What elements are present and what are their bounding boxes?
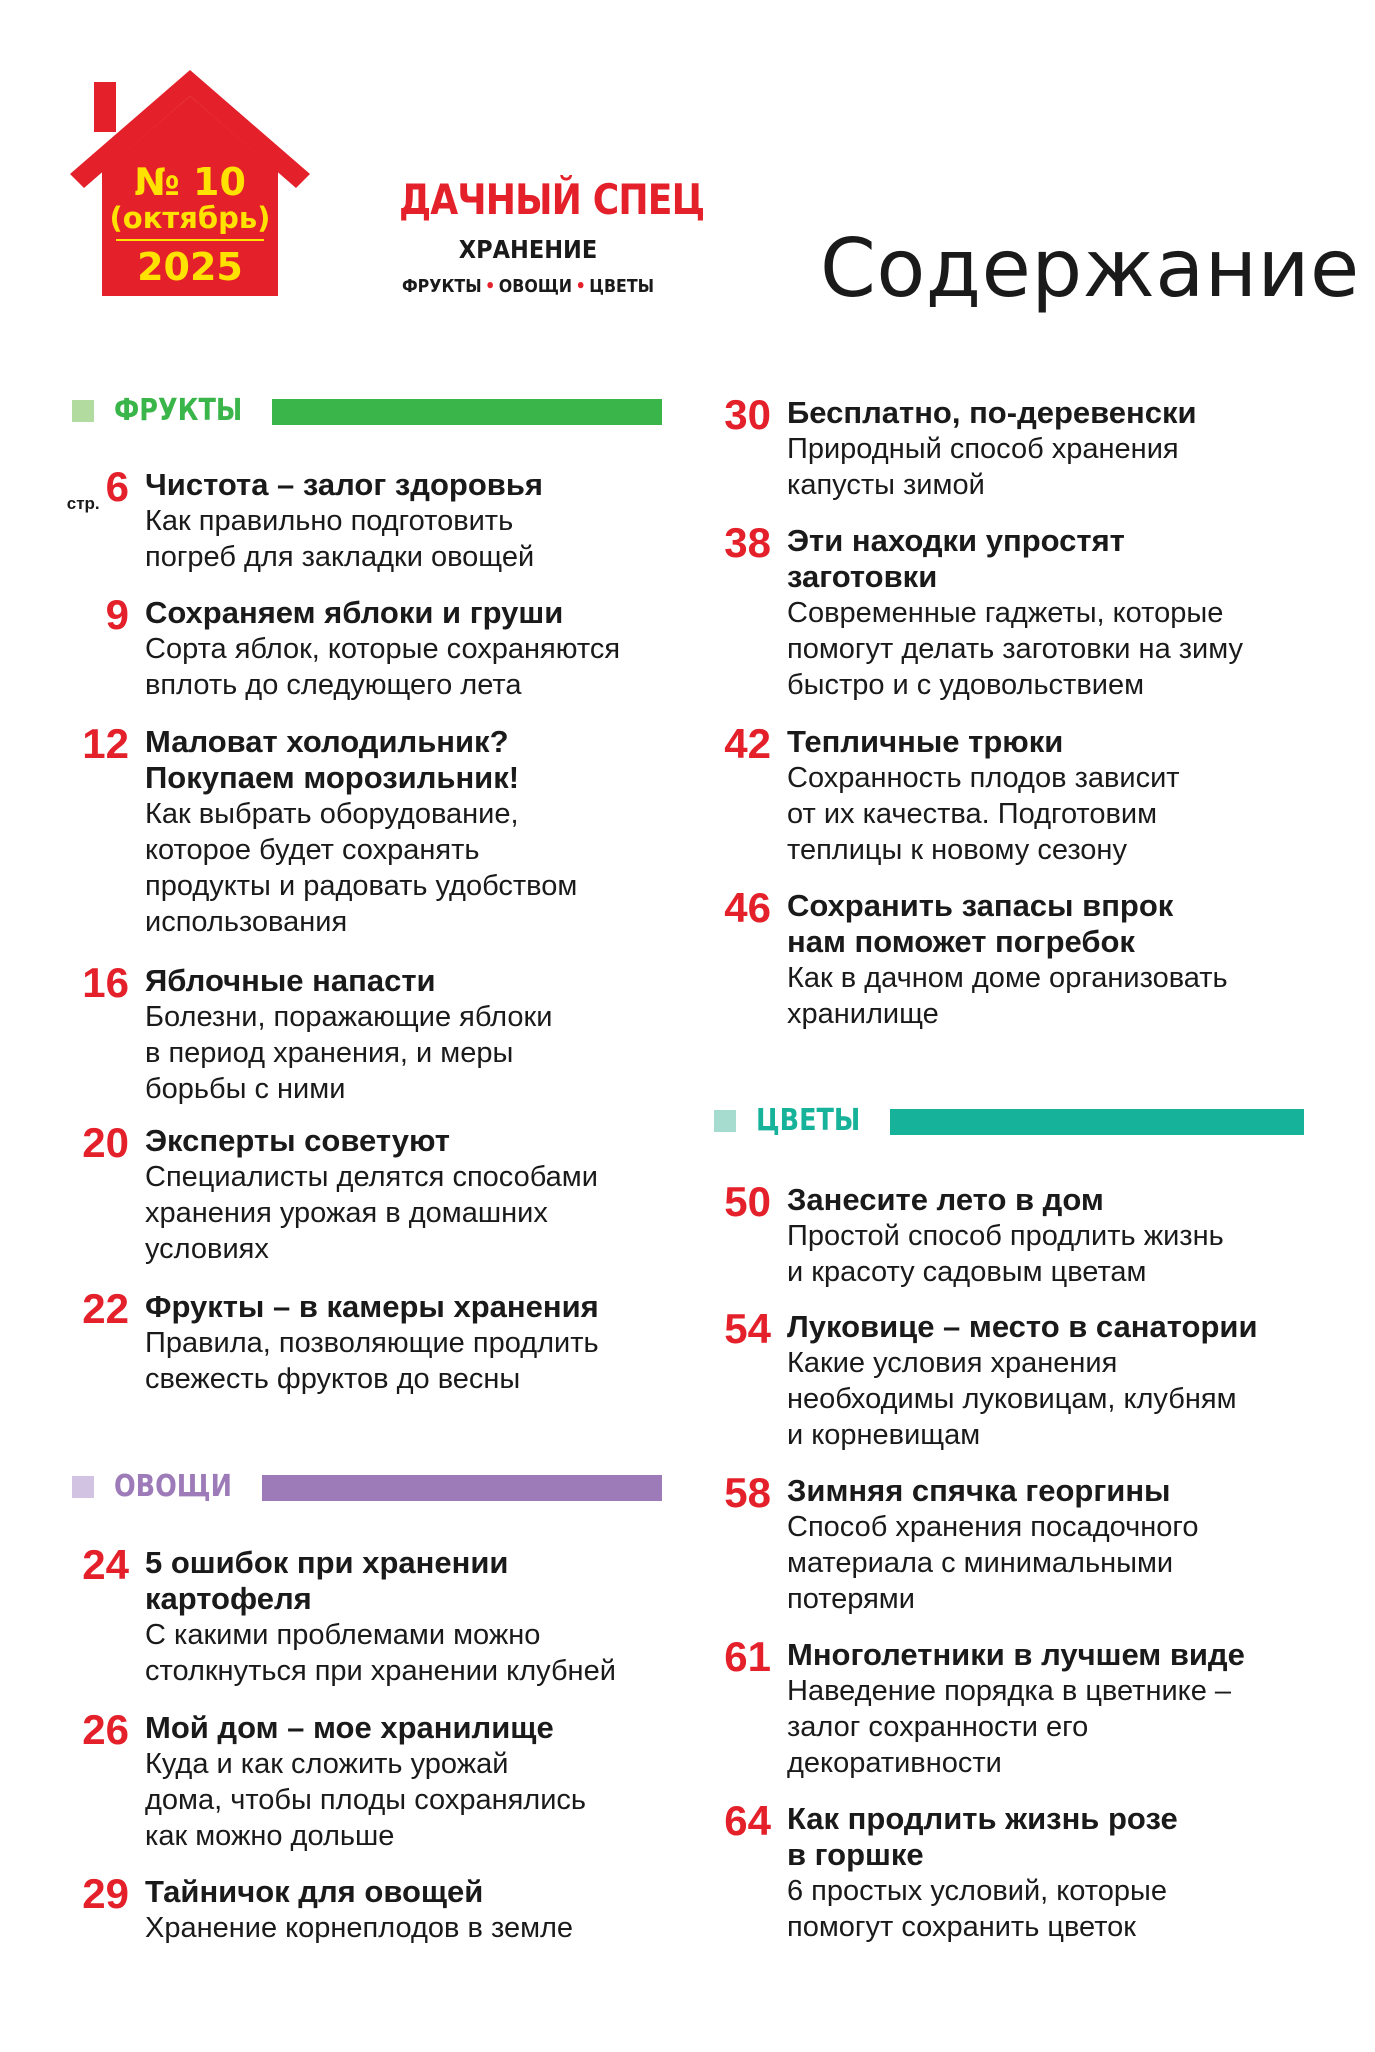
page-number [724, 1471, 771, 1515]
toc-entry[interactable] [724, 1797, 1178, 1945]
entry-description: Как правильно подготовить [145, 505, 514, 537]
page-number [724, 1799, 771, 1843]
entry-title: Сохранить запасы впрок [787, 888, 1174, 923]
toc-entry[interactable] [724, 391, 1197, 503]
section-bar [272, 399, 662, 425]
page-title: Содержание [820, 222, 1360, 315]
page-number [82, 961, 129, 1005]
page-number [724, 1307, 771, 1351]
entry-description: Правила, позволяющие продлить [145, 1327, 599, 1359]
entry-description: Специалисты делятся способами [145, 1161, 598, 1193]
page-number-value: 20 [82, 1119, 129, 1166]
page-number-value: 50 [724, 1178, 771, 1225]
entry-title: нам поможет погребок [787, 924, 1135, 959]
entry-description: как можно дольше [145, 1820, 395, 1852]
issue-divider [116, 239, 264, 241]
entry-title: 5 ошибок при хранении [145, 1545, 509, 1580]
entry-description: дома, чтобы плоды сохранялись [145, 1784, 587, 1816]
entry-description: залог сохранности его [787, 1711, 1089, 1743]
page-number [67, 465, 129, 518]
entry-title: Эксперты советуют [145, 1123, 450, 1158]
entry-title: Тайничок для овощей [145, 1874, 484, 1909]
section-square-icon [72, 1476, 94, 1498]
page-number-value: 22 [82, 1285, 129, 1332]
page-number [82, 1121, 129, 1165]
entry-description: быстро и с удовольствием [787, 669, 1145, 701]
entry-title: Мой дом – мое хранилище [145, 1710, 554, 1745]
page-number [82, 1872, 129, 1916]
entry-title: заготовки [787, 559, 938, 594]
entry-description: продукты и радовать удобством [145, 870, 578, 902]
page-number-value: 58 [724, 1469, 771, 1516]
entry-title: Тепличные трюки [787, 724, 1064, 759]
page-number-value: 38 [724, 519, 771, 566]
entry-description: материала с минимальными [787, 1547, 1174, 1579]
entry-description: Природный способ хранения [787, 433, 1179, 465]
toc-entry[interactable] [82, 1285, 599, 1397]
entry-description: столкнуться при хранении клубней [145, 1655, 616, 1687]
page-number [82, 1287, 129, 1331]
page-number-value: 30 [724, 391, 771, 438]
entry-title: в горшке [787, 1837, 924, 1872]
issue-month: (октябрь) [109, 201, 271, 235]
section-header-fruits [72, 393, 662, 428]
toc-entry[interactable] [724, 1178, 1224, 1290]
toc-entry[interactable] [82, 1706, 587, 1854]
section-square-icon [714, 1110, 736, 1132]
entry-description: Какие условия хранения [787, 1347, 1118, 1379]
entry-description: Как выбрать оборудование, [145, 798, 519, 830]
page-number [724, 521, 771, 565]
entry-title: Многолетники в лучшем виде [787, 1637, 1245, 1672]
page-number [82, 1543, 129, 1587]
toc-entry[interactable] [724, 884, 1228, 1032]
entry-description: Куда и как сложить урожай [145, 1748, 509, 1780]
entry-title: Зимняя спячка георгины [787, 1473, 1171, 1508]
toc-entry[interactable] [724, 1633, 1245, 1781]
toc-entry[interactable] [724, 519, 1244, 703]
toc-entry[interactable] [82, 720, 578, 940]
toc-entry[interactable] [105, 591, 621, 703]
page-number-value: 12 [82, 720, 129, 767]
entry-title: Занесите лето в дом [787, 1182, 1104, 1217]
entry-description: Простой способ продлить жизнь [787, 1220, 1224, 1252]
section-label: ЦВЕТЫ [756, 1103, 861, 1138]
section-label: ФРУКТЫ [114, 393, 243, 428]
magazine-tags [396, 276, 660, 297]
issue-year: 2025 [137, 245, 243, 289]
entry-description: Хранение корнеплодов в земле [145, 1912, 574, 1944]
page-number-value: 24 [82, 1541, 129, 1588]
page-number [724, 722, 771, 766]
entry-description: необходимы луковицам, клубням [787, 1383, 1237, 1415]
section-square-icon [72, 400, 94, 422]
entry-description: в период хранения, и меры [145, 1037, 514, 1069]
entry-description: С какими проблемами можно [145, 1619, 541, 1651]
entry-title: Сохраняем яблоки и груши [145, 595, 564, 630]
entry-title: Чистота – залог здоровья [145, 467, 543, 502]
entry-title: Покупаем морозильник! [145, 760, 520, 795]
entry-title: Бесплатно, по-деревенски [787, 395, 1197, 430]
page-number [724, 886, 771, 930]
toc-entry[interactable] [724, 720, 1180, 868]
page-number-value: 26 [82, 1706, 129, 1753]
page-number [82, 722, 129, 766]
page-number-value: 6 [105, 463, 129, 510]
issue-number: № 10 [134, 160, 246, 204]
page-number-value: 61 [724, 1633, 771, 1680]
entry-description: хранилище [787, 998, 939, 1030]
entry-title: картофеля [145, 1581, 312, 1616]
page-number-value: 64 [724, 1797, 771, 1844]
entry-description: погреб для закладки овощей [145, 541, 535, 573]
toc-entry[interactable] [82, 1870, 574, 1946]
magazine-name: ДАЧНЫЙ СПЕЦ [399, 175, 705, 224]
section-header-vegetables [72, 1469, 662, 1504]
entry-description: которое будет сохранять [145, 834, 480, 866]
entry-description: борьбы с ними [145, 1073, 346, 1105]
entry-description: Наведение порядка в цветнике – [787, 1675, 1232, 1707]
tag-vegetables: ОВОЩИ [498, 276, 573, 297]
entry-description: и красоту садовым цветам [787, 1256, 1147, 1288]
entry-description: 6 простых условий, которые [787, 1875, 1167, 1907]
entry-title: Фрукты – в камеры хранения [145, 1289, 599, 1324]
page-number [724, 393, 771, 437]
entry-description: помогут сохранить цветок [787, 1911, 1136, 1943]
page-number-value: 46 [724, 884, 771, 931]
entry-description: хранения урожая в домашних [145, 1197, 548, 1229]
entry-description: и корневищам [787, 1419, 981, 1451]
page-number-value: 16 [82, 959, 129, 1006]
section-label: ОВОЩИ [114, 1469, 232, 1504]
entry-description: Сорта яблок, которые сохраняются [145, 633, 621, 665]
entry-title: Маловат холодильник? [145, 724, 509, 759]
entry-description: декоративности [787, 1747, 1002, 1779]
entry-description: Сохранность плодов зависит [787, 762, 1180, 794]
toc-entry[interactable] [724, 1305, 1258, 1453]
toc-entry[interactable] [82, 1119, 598, 1267]
entry-description: свежесть фруктов до весны [145, 1363, 521, 1395]
entry-description: капусты зимой [787, 469, 985, 501]
entry-description: Способ хранения посадочного [787, 1511, 1199, 1543]
entry-title: Яблочные напасти [145, 963, 436, 998]
toc-entry[interactable] [82, 1541, 616, 1689]
entry-description: помогут делать заготовки на зиму [787, 633, 1244, 665]
section-bar [262, 1475, 662, 1501]
page-number [724, 1180, 771, 1224]
entry-description: Как в дачном доме организовать [787, 962, 1228, 994]
entry-description: использования [145, 906, 348, 938]
tag-fruits: ФРУКТЫ [401, 276, 482, 297]
section-header-flowers [714, 1103, 1304, 1138]
bullet-icon: • [485, 276, 496, 297]
page-number-value: 29 [82, 1870, 129, 1917]
toc-entry[interactable] [66, 463, 543, 575]
page-number-value: 54 [724, 1305, 771, 1352]
page-number [106, 593, 129, 637]
toc-entry[interactable] [724, 1469, 1199, 1617]
toc-entry[interactable] [82, 959, 553, 1107]
entry-description: Болезни, поражающие яблоки [145, 1001, 553, 1033]
entry-title: Как продлить жизнь розе [787, 1801, 1178, 1836]
entry-description: потерями [787, 1583, 915, 1615]
page-number [82, 1708, 129, 1752]
entry-description: Современные гаджеты, которые [787, 597, 1224, 629]
entry-description: условиях [145, 1233, 269, 1265]
entry-title: Эти находки упростят [787, 523, 1125, 558]
magazine-subtitle: ХРАНЕНИЕ [458, 235, 598, 264]
tag-flowers: ЦВЕТЫ [589, 276, 655, 297]
section-bar [890, 1109, 1304, 1135]
entry-description: теплицы к новому сезону [787, 834, 1127, 866]
page-number [724, 1635, 771, 1679]
page-number-value: 42 [724, 720, 771, 767]
entry-title: Луковице – место в санатории [787, 1309, 1258, 1344]
bullet-icon: • [575, 276, 586, 297]
page-number-value: 9 [105, 591, 129, 638]
entry-description: вплоть до следующего лета [145, 669, 522, 701]
page-prefix: стр. [66, 494, 100, 513]
entry-description: от их качества. Подготовим [787, 798, 1158, 830]
